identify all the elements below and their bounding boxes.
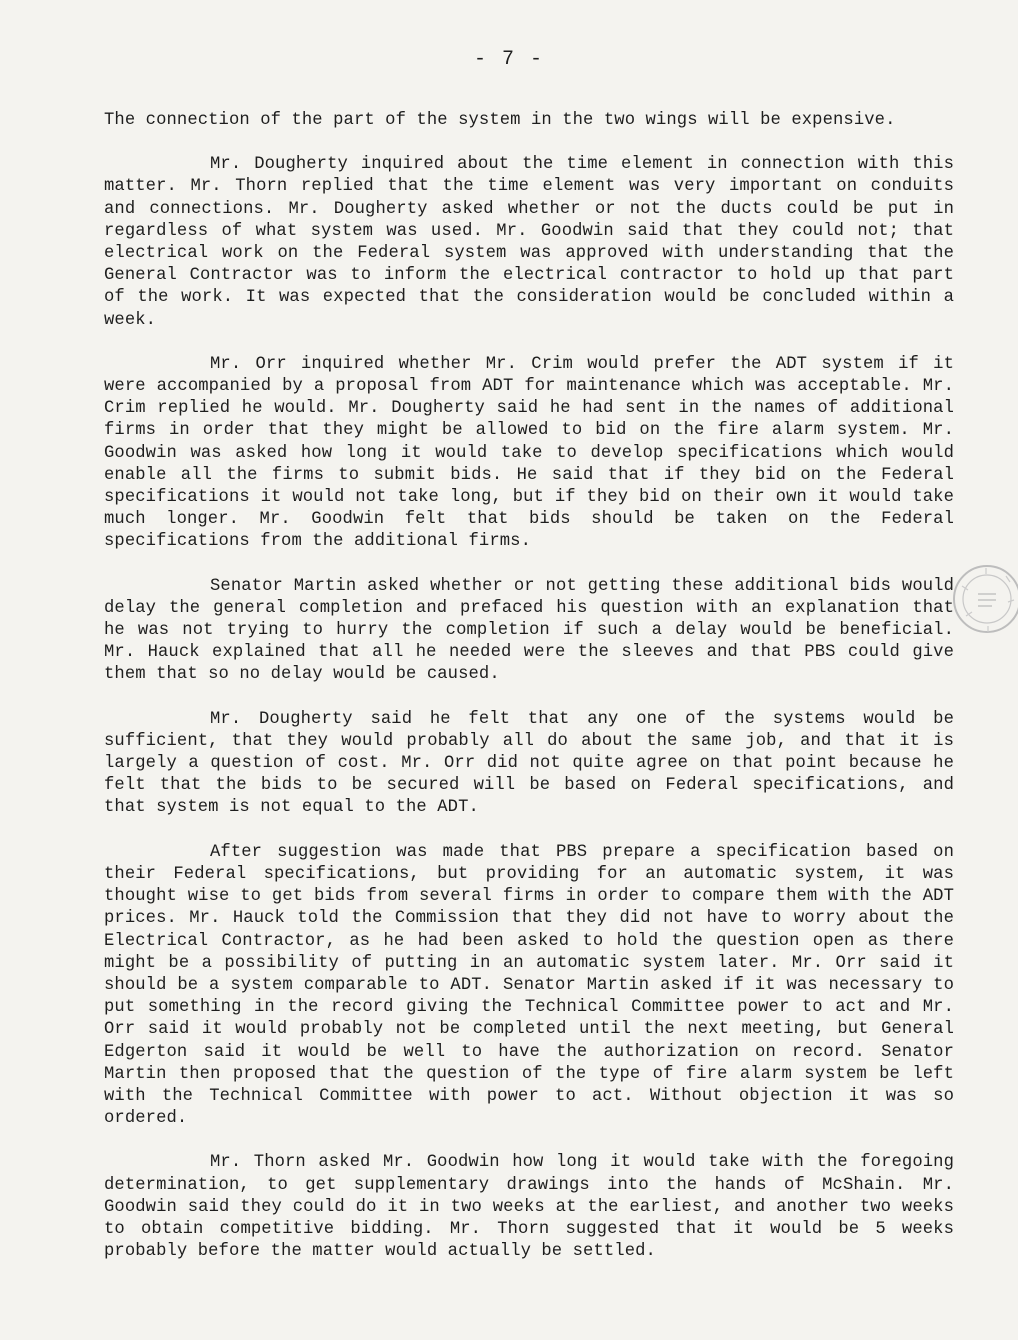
paragraph-2: Mr. Dougherty inquired about the time element in connection with this matter. Mr. Thorn replied that the time element was very important on conduits and connections. Mr. Dougherty asked whether or not the ducts could be put in regardless of what system was used. Mr. Goodwin said that they could not; that electrical work on the Federal system was approved with understanding that the General Contractor was to inform the electrical contractor to hold up that part of the work. It was expected that the consideration would be concluded within a week. [104,155,954,330]
paragraph-7: Mr. Thorn asked Mr. Goodwin how long it would take with the foregoing determination, to get supplementary drawings into the hands of McShain. Mr. Goodwin said they could do it in two weeks at the earliest, and another two weeks to obtain competitive bidding. Mr. Thorn suggested that it would be 5 weeks probably before the matter would actually be settled. [104,1153,954,1262]
paragraph-5: Mr. Dougherty said he felt that any one of the systems would be sufficient, that they would probably all do about the same job, and that it is largely a question of cost. Mr. Orr did not quite agree on that point because he felt that the bids to be secured will be based on Federal specifications, and that system is not equal to the ADT. [104,709,954,818]
page-number: - 7 - [473,48,544,71]
paragraph-3: Mr. Orr inquired whether Mr. Crim would prefer the ADT system if it were accompanied by a proposal from ADT for maintenance which was acceptable. Mr. Crim replied he would. Mr. Dougherty said he had sent in the names of additional firms in order that they might be allowed to bid on the fire alarm system. Mr. Goodwin was asked how long it would take to develop specifications which would enable all the firms to submit bids. He said that if they bid on the Federal specifications it would not take long, but if they bid on their own it would take much longer. Mr. Goodwin felt that bids should be taken on the Federal specifications from the additional firms. [104,354,954,552]
paragraph-6: After suggestion was made that PBS prepare a specification based on their Federal specifications, but providing for an automatic system, it was thought wise to get bids from several firms in order to compare them with the ADT prices. Mr. Hauck told the Commission that they did not have to worry about the Electrical Contractor, as he had been asked to hold the question open as there might be a possibility of putting in an automatic system later. Mr. Orr said it should be a system comparable to ADT. Senator Martin asked if it was necessary to put something in the record giving the Technical Committee power to act and Mr. Orr said it would probably not be completed until the next meeting, but General Edgerton said it would be well to have the authorization on record. Senator Martin then proposed that the question of the type of fire alarm system be left with the Technical Committee with power to act. Without objection it was so ordered. [104,842,954,1129]
document-body [104,110,954,1285]
library-seal-icon [948,560,1018,638]
paragraph-4: Senator Martin asked whether or not getting these additional bids would delay the general completion and prefaced his question with an explanation that he was not trying to hurry the completion if such a delay would be beneficial. Mr. Hauck explained that all he needed were the sleeves and that PBS could give them that so no delay would be caused. [104,576,954,685]
paragraph-1: The connection of the part of the system in the two wings will be expensive. [104,111,896,130]
